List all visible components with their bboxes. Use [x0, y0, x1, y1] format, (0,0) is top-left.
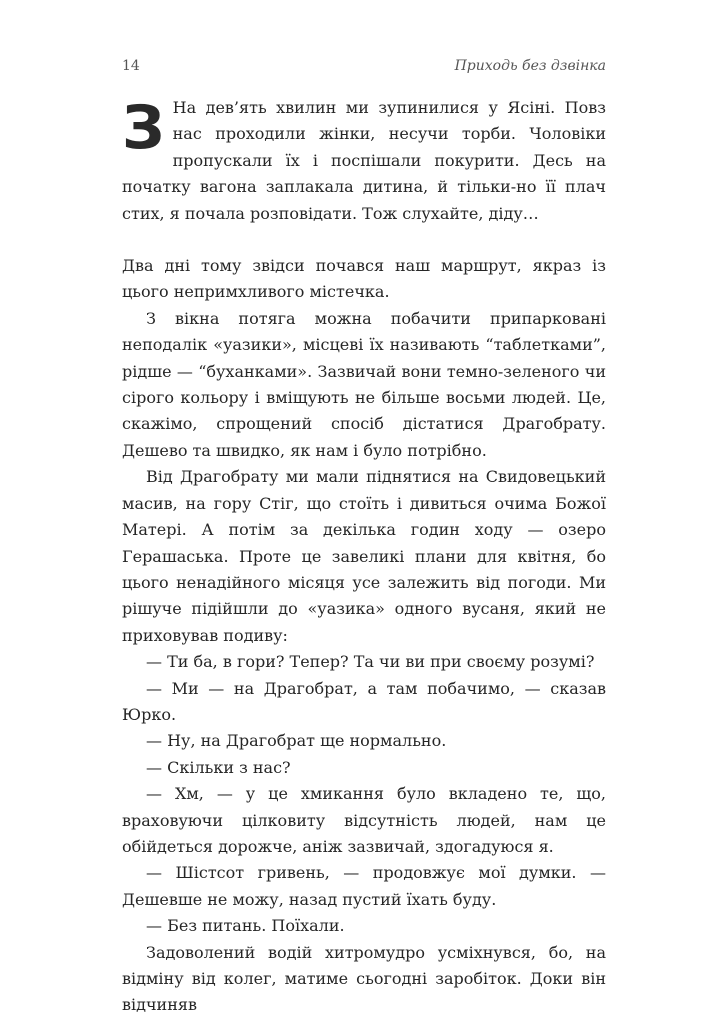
paragraph: Від Драгобрату ми мали піднятися на Свидовецький масив, на гору Стіг, що стоїть і дивиться очима Божої Матері. А потім за декілька годин ходу — озеро Герашаська. Проте це завеликі плани для квітня, бо цього ненадійного місяця усе залежить від погоди. Ми рішуче підійшли до «уазика» одного вусаня, який не приховував подиву:: [122, 467, 606, 645]
body-text: [122, 95, 606, 1019]
dialogue-line: — Шістсот гривень, — продовжує мої думки. — Дешевше не можу, назад пустий їхать буду.: [122, 863, 606, 909]
opening-paragraph-text: На дев’ять хвилин ми зупинилися у Ясіні. Повз нас проходили жінки, несучи торби. Чоловіки пропускали їх і поспішали покурити. Десь на початку вагона заплакала дитина, й тільки-но її плач стих, я почала розповідати. Тож слухайте, діду…: [122, 98, 606, 223]
page-header: [122, 58, 606, 80]
drop-cap: З: [122, 93, 165, 163]
opening-paragraph: [122, 95, 606, 227]
dialogue-line: — Ну, на Драгобрат ще нормально.: [146, 731, 447, 751]
dialogue-line: — Ми — на Драгобрат, а там побачимо, — сказав Юрко.: [122, 678, 606, 724]
dialogue-line: — Ти ба, в гори? Тепер? Та чи ви при своєму розумі?: [146, 652, 595, 672]
running-title: Приходь без дзвінка: [454, 58, 606, 74]
page-number: 14: [122, 58, 140, 74]
dialogue-line: — Скільки з нас?: [146, 757, 291, 777]
paragraph: Два дні тому звідси почався наш маршрут, якраз із цього непримхливого містечка.: [122, 256, 606, 302]
paragraph: Задоволений водій хитромудро усміхнувся, бо, на відміну від колег, матиме сьогодні заробіток. Доки він відчиняв: [122, 942, 606, 1015]
dialogue-line: — Без питань. Поїхали.: [146, 916, 345, 936]
dialogue-line: — Хм, — у це хмикання було вкладено те, що, враховуючи цілковиту відсутність людей, нам це обійдеться дорожче, аніж зазвичай, здогадуюся я.: [122, 784, 606, 856]
paragraph: З вікна потяга можна побачити припарковані неподалік «уазики», місцеві їх називають “таблетками”, рідше — “буханками». Зазвичай вони темно-зеленого чи сірого кольору і вміщують не більше восьми людей. Це, скажімо, спрощений спосіб дістатися Драгобрату. Дешево та швидко, як нам і було потрібно.: [122, 308, 606, 460]
